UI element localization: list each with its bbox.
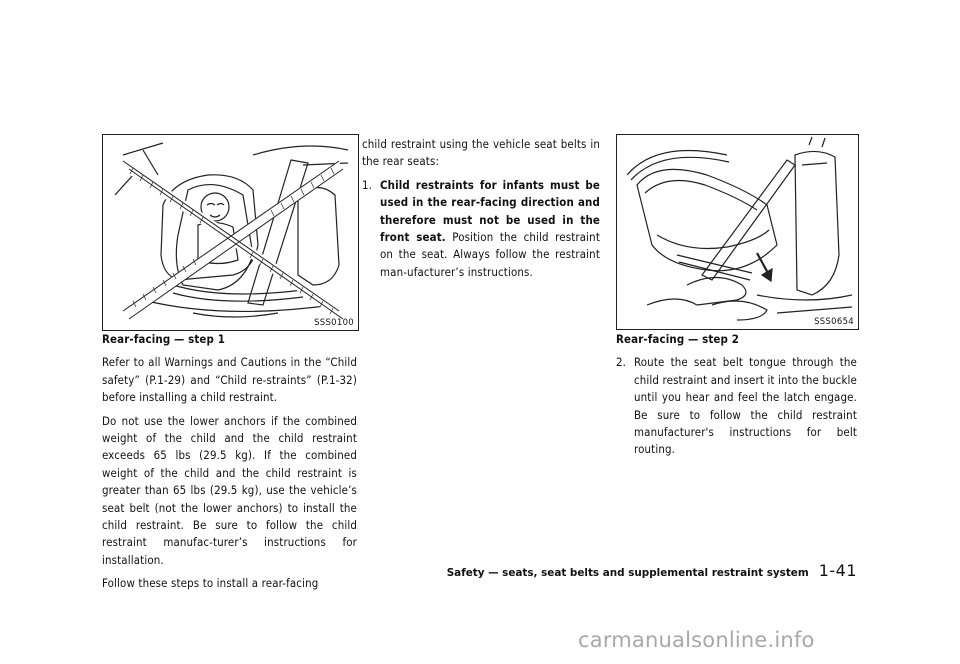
steps-list xyxy=(616,354,857,458)
figure-code: SSS0654 xyxy=(814,317,854,327)
page-footer xyxy=(447,561,857,580)
paragraph: Do not use the lower anchors if the combined weight of the child and the child restraint exceeds 65 lbs (29.5 kg). If the combined weight of the child and the child restraint is greater than 65 lbs (29.5 kg), use the vehicle’s seat belt (not the lower anchors) to install the child restraint. Be sure to follow the child restraint manufac-turer’s instructions for installation. xyxy=(102,413,357,567)
child-seat-front-illustration xyxy=(103,135,358,330)
figure-caption: Rear-facing — step 1 xyxy=(102,332,226,346)
column-1 xyxy=(102,331,357,599)
paragraph: Follow these steps to install a rear-facing xyxy=(102,576,319,591)
column-2 xyxy=(362,136,600,281)
step-item xyxy=(616,354,857,458)
child-seat-side-illustration xyxy=(617,135,858,329)
step-text: Position the child restraint on the seat. Always follow the restraint man-ufacturer’s instructions. xyxy=(380,230,600,279)
section-title: Safety — seats, seat belts and supplemental restraint system xyxy=(446,567,809,579)
step-text: Route the seat belt tongue through the child restraint and insert it into the buckle until you hear and feel the latch engage. Be sure to follow the child restraint manufacturer's instructions for belt routing. xyxy=(634,355,857,457)
step-item xyxy=(362,177,600,281)
step-number: 1. xyxy=(362,177,373,192)
watermark: carmanualsonline.info xyxy=(578,628,815,652)
figure-caption: Rear-facing — step 2 xyxy=(616,332,740,346)
column-3 xyxy=(616,331,857,459)
step-warning: Child restraints for infants must be used in the rear-facing direction and therefore must not be used in the front seat. xyxy=(380,177,600,245)
paragraph: child restraint using the vehicle seat belts in the rear seats: xyxy=(362,137,600,169)
figure-code: SSS0100 xyxy=(314,318,354,328)
paragraph: Refer to all Warnings and Cautions in the “Child safety” (P.1-29) and “Child re-straints” (P.1-32) before installing a child restraint. xyxy=(102,355,357,405)
step-number: 2. xyxy=(616,355,627,370)
steps-list xyxy=(362,177,600,281)
page-number: 1-41 xyxy=(818,561,857,580)
figure-rear-facing-step2 xyxy=(616,134,859,330)
figure-rear-facing-step1 xyxy=(102,134,359,331)
